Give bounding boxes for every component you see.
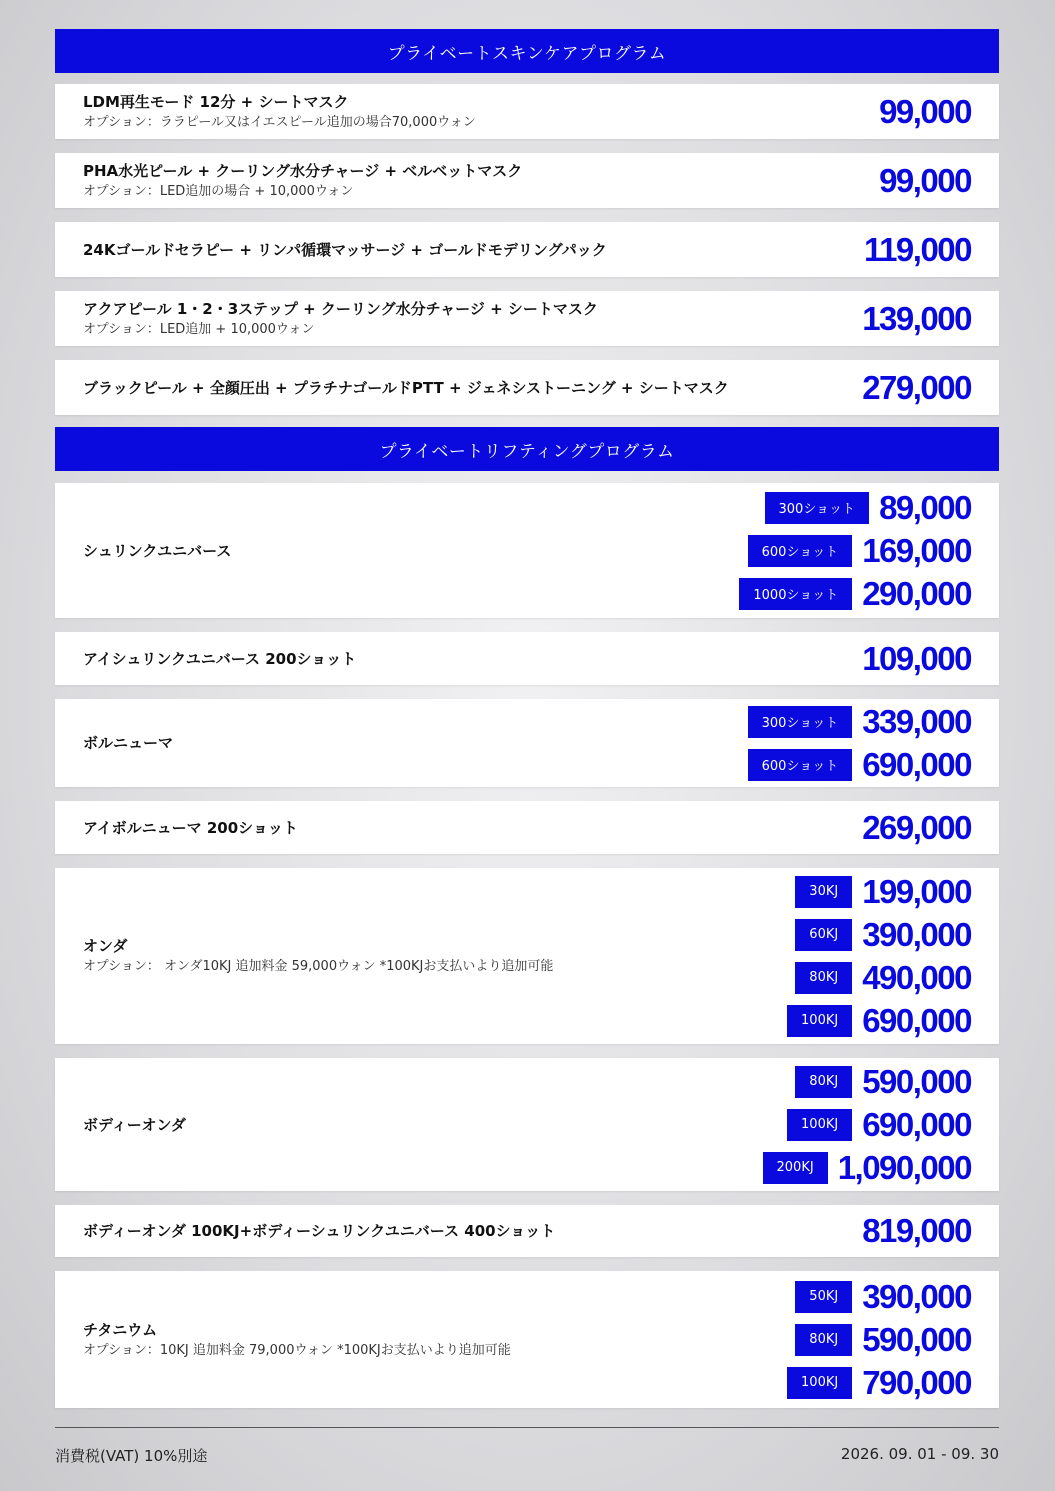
menu-item-row — [55, 360, 999, 415]
quantity-badge: 80KJ — [795, 1066, 852, 1098]
menu-item-row — [55, 1271, 999, 1408]
quantity-badge: 100KJ — [787, 1005, 852, 1037]
item-price: 99,000 — [879, 161, 971, 199]
item-option: オプション：LED追加 + 10,000ウォン — [83, 321, 315, 337]
item-name: ボルニューマ — [83, 734, 174, 752]
item-name: シュリンクユニバース — [83, 541, 232, 560]
item-name: ボディーオンダ — [83, 1115, 186, 1134]
menu-item-row — [55, 699, 999, 787]
item-name: アイボルニューマ 200ショット — [83, 818, 298, 837]
lifting-section-header — [55, 427, 999, 471]
menu-item-row — [55, 868, 999, 1044]
quantity-badge: 80KJ — [795, 1324, 852, 1356]
promotion-period: 2026. 09. 01 - 09. 30 — [840, 1445, 999, 1463]
menu-item-row — [55, 222, 999, 277]
menu-item-row — [55, 291, 999, 346]
footer-divider — [55, 1427, 999, 1428]
quantity-badge: 300ショット — [748, 706, 853, 738]
menu-item-row — [55, 84, 999, 139]
item-price: 490,000 — [862, 958, 971, 996]
quantity-badge: 200KJ — [763, 1152, 828, 1184]
item-price: 279,000 — [862, 368, 971, 406]
item-price: 690,000 — [862, 1001, 971, 1039]
item-option: オプション：LED追加の場合 + 10,000ウォン — [83, 183, 354, 199]
menu-item-row — [55, 632, 999, 685]
item-price: 819,000 — [862, 1212, 971, 1249]
skin-care-section-header — [55, 29, 999, 73]
quantity-badge: 100KJ — [787, 1367, 852, 1399]
item-price: 290,000 — [862, 574, 971, 612]
quantity-badge: 600ショット — [748, 535, 853, 567]
menu-item-row — [55, 483, 999, 618]
quantity-badge: 300ショット — [765, 492, 870, 524]
item-price: 390,000 — [862, 915, 971, 953]
item-option: オプション：10KJ 追加料金 79,000ウォン *100KJお支払いより追加可能 — [83, 1342, 511, 1358]
item-price: 139,000 — [862, 299, 971, 337]
item-price: 790,000 — [862, 1363, 971, 1401]
quantity-badge: 80KJ — [795, 962, 852, 994]
item-price: 199,000 — [862, 872, 971, 910]
item-name: 24Kゴールドセラピー + リンパ循環マッサージ + ゴールドモデリングパック — [83, 240, 607, 259]
item-name: ブラックピール + 全顔圧出 + プラチナゴールドPTT + ジェネシストーニング + シートマスク — [83, 378, 729, 397]
item-price: 690,000 — [862, 1105, 971, 1143]
item-price: 390,000 — [862, 1277, 971, 1315]
item-name: オンダ — [83, 937, 128, 955]
quantity-badge: 60KJ — [795, 919, 852, 951]
menu-item-row — [55, 1205, 999, 1257]
quantity-badge: 30KJ — [795, 876, 852, 908]
item-option: オプション： オンダ10KJ 追加料金 59,000ウォン *100KJお支払いより追加可能 — [83, 959, 554, 974]
item-price: 1,090,000 — [837, 1148, 971, 1186]
item-price: 590,000 — [862, 1062, 971, 1100]
menu-item-row — [55, 801, 999, 854]
item-name: ボディーオンダ 100KJ+ボディーシュリンクユニバース 400ショット — [83, 1222, 556, 1240]
item-name: PHA水光ピール + クーリング水分チャージ + ベルベットマスク — [83, 161, 523, 180]
item-option: オプション：ララピール又はイエスピール追加の場合70,000ウォン — [83, 114, 476, 130]
item-price: 169,000 — [862, 531, 971, 569]
menu-item-row — [55, 153, 999, 208]
quantity-badge: 600ショット — [748, 749, 853, 781]
item-price: 590,000 — [862, 1320, 971, 1358]
quantity-badge: 1000ショット — [739, 578, 852, 610]
menu-item-row — [55, 1058, 999, 1191]
item-name: アイシュリンクユニバース 200ショット — [83, 649, 357, 668]
item-price: 119,000 — [864, 230, 971, 268]
item-price: 99,000 — [879, 92, 971, 130]
item-name: LDM再生モード 12分 + シートマスク — [83, 92, 349, 111]
section-title: プライベートリフティングプログラム — [379, 441, 675, 462]
item-price: 690,000 — [862, 745, 971, 783]
tax-note: 消費税(VAT) 10%別途 — [55, 1447, 208, 1465]
item-name: アクアピール 1・2・3ステップ + クーリング水分チャージ + シートマスク — [83, 299, 598, 318]
item-price: 89,000 — [879, 488, 971, 526]
item-price: 269,000 — [862, 808, 971, 846]
item-name: チタニウム — [83, 1320, 158, 1339]
quantity-badge: 50KJ — [795, 1281, 852, 1313]
section-title: プライベートスキンケアプログラム — [387, 43, 667, 64]
quantity-badge: 100KJ — [787, 1109, 852, 1141]
item-price: 109,000 — [862, 639, 971, 677]
item-price: 339,000 — [862, 702, 971, 740]
